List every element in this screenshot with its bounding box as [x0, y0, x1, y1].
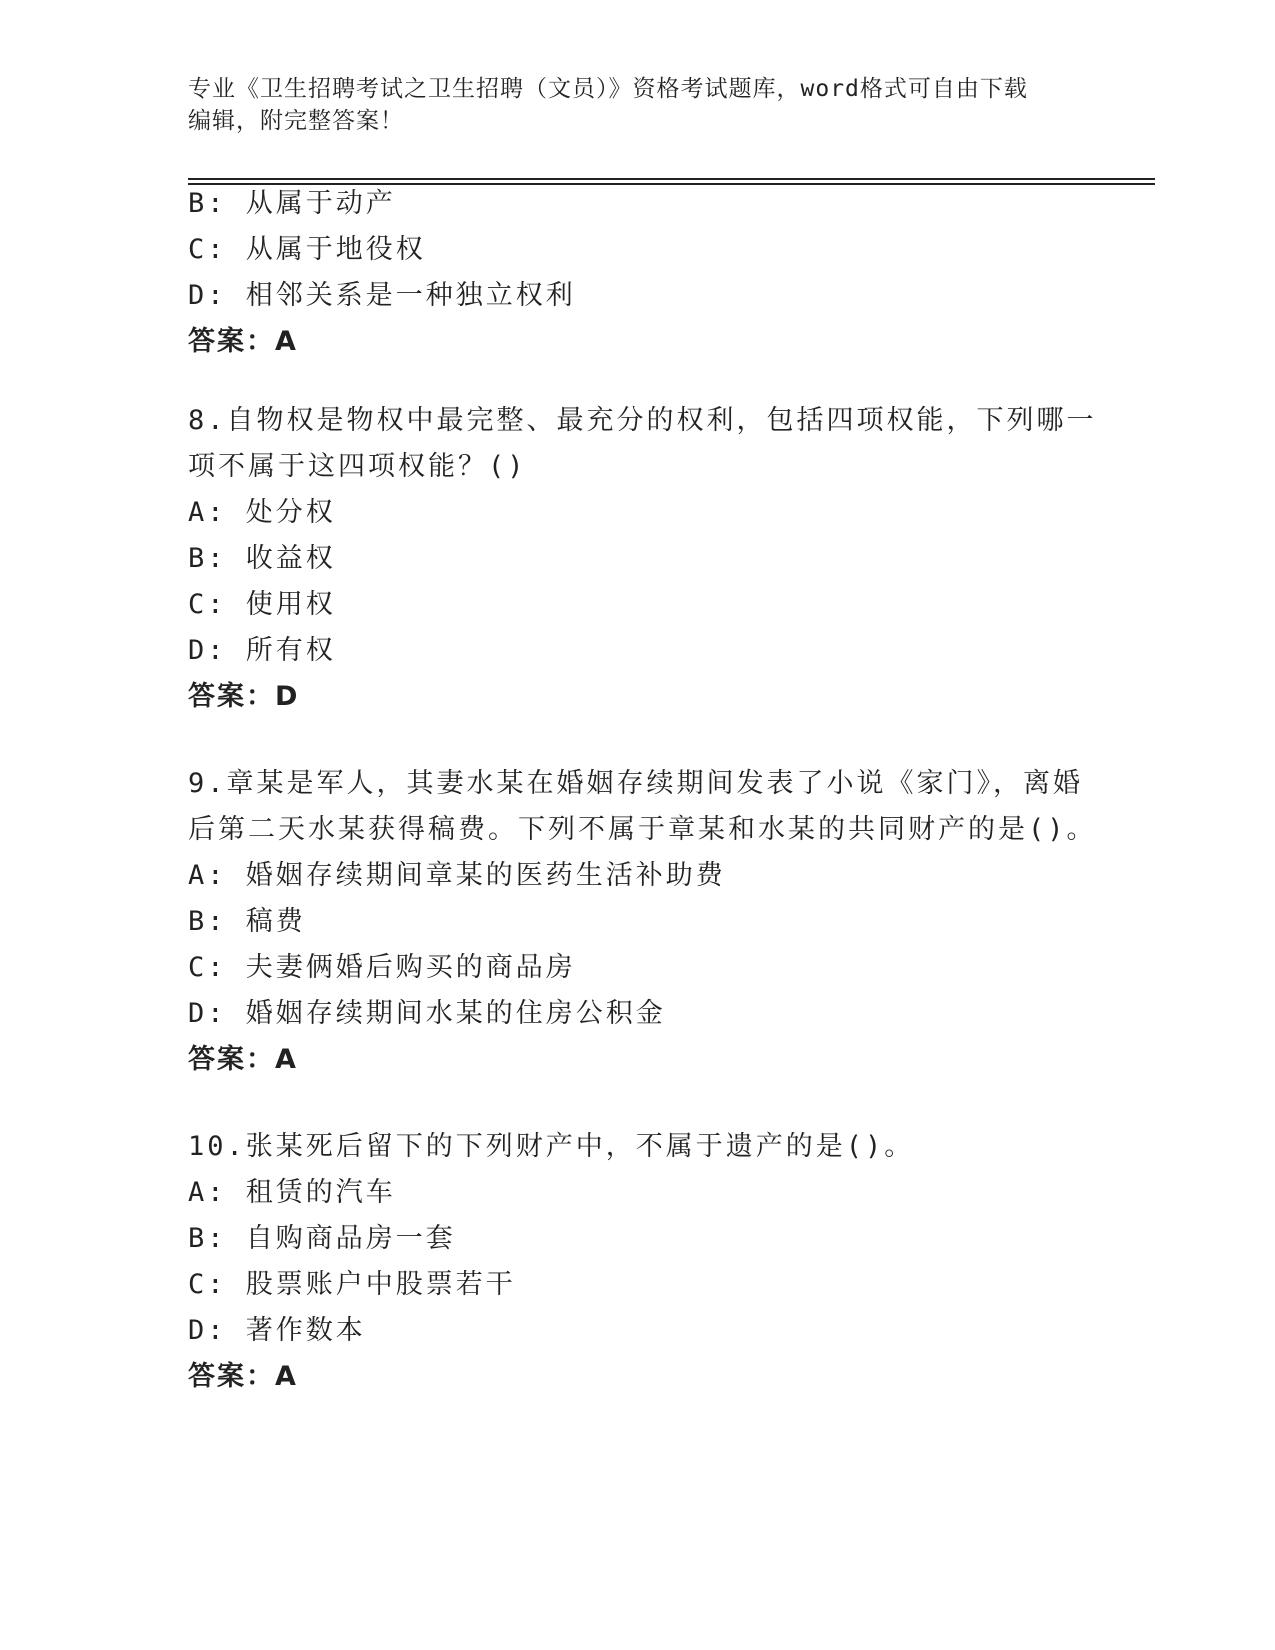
answer-line: 答案：A: [188, 1361, 298, 1392]
option-b: B: 收益权: [188, 543, 336, 574]
answer-line: 答案：A: [188, 1044, 298, 1075]
question-stem-line: 9.章某是军人，其妻水某在婚姻存续期间发表了小说《家门》，离婚: [188, 768, 1084, 799]
option-c: C: 从属于地役权: [188, 234, 426, 265]
option-b: B: 自购商品房一套: [188, 1223, 456, 1254]
option-b: B: 从属于动产: [188, 188, 396, 219]
question-stem-line: 10.张某死后留下的下列财产中，不属于遗产的是()。: [188, 1131, 915, 1162]
previous-question-tail: [188, 181, 1088, 365]
header-line-1: 专业《卫生招聘考试之卫生招聘（文员）》资格考试题库，word格式可自由下载: [188, 76, 1028, 102]
document-header: [188, 73, 1068, 137]
answer-line: 答案：D: [188, 681, 300, 712]
header-divider-top: [188, 178, 1155, 180]
option-c: C: 使用权: [188, 589, 336, 620]
option-d: D: 婚姻存续期间水某的住房公积金: [188, 998, 666, 1029]
question-10: [188, 1124, 1088, 1400]
header-line-2: 编辑，附完整答案！: [188, 108, 404, 134]
option-a: A: 婚姻存续期间章某的医药生活补助费: [188, 860, 726, 891]
question-stem-line: 项不属于这四项权能？(): [188, 451, 527, 482]
option-a: A: 租赁的汽车: [188, 1177, 396, 1208]
question-stem-line: 后第二天水某获得稿费。下列不属于章某和水某的共同财产的是()。: [188, 814, 1097, 845]
question-stem-line: 8.自物权是物权中最完整、最充分的权利，包括四项权能，下列哪一: [188, 405, 1097, 436]
question-8: [188, 398, 1097, 720]
option-c: C: 夫妻俩婚后购买的商品房: [188, 952, 576, 983]
option-a: A: 处分权: [188, 497, 336, 528]
option-d: D: 相邻关系是一种独立权利: [188, 280, 576, 311]
question-9: [188, 761, 1097, 1083]
answer-line: 答案：A: [188, 326, 298, 357]
option-d: D: 所有权: [188, 635, 336, 666]
option-c: C: 股票账户中股票若干: [188, 1269, 516, 1300]
option-b: B: 稿费: [188, 906, 306, 937]
option-d: D: 著作数本: [188, 1315, 366, 1346]
